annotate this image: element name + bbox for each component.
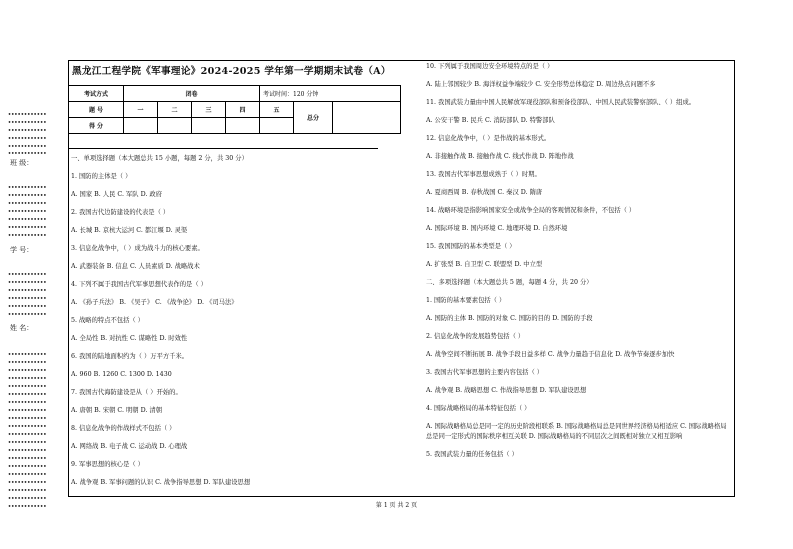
question-options: A. 武器装备 B. 信息 C. 人员素质 D. 战略战术 xyxy=(71,263,200,270)
question-options: A. 战争观 B. 战略思想 C. 作战指导思想 D. 军队建设思想 xyxy=(426,387,587,394)
cut-line-dots: •••••••••••• xyxy=(8,384,47,390)
question-text: 12. 信息化战争中，（ ）是作战的基本形式。 xyxy=(426,135,551,142)
cut-line-dots: •••••••••••• xyxy=(8,360,47,366)
cut-line-dots: •••••••••••• xyxy=(8,392,47,398)
question-options: A. 战争空间不断拓展 B. 战争手段日益多样 C. 战争力量趋于信息化 D. 战争节奏逐步加快 xyxy=(426,351,675,358)
question-options: A. 全局性 B. 对抗性 C. 谋略性 D. 时效性 xyxy=(71,335,188,342)
question-options: A. 夏商西周 B. 春秋战国 C. 秦汉 D. 隋唐 xyxy=(426,189,543,196)
question-options: A. 国家 B. 人民 C. 军队 D. 政府 xyxy=(71,191,162,198)
cut-line-dots: •••••••••••• xyxy=(8,128,47,134)
question-text: 2. 信息化战争的发展趋势包括（ ） xyxy=(426,333,525,340)
cut-line-dots: •••••••••••• xyxy=(8,440,47,446)
cut-line-dots: •••••••••••• xyxy=(8,217,47,223)
exam-title: 黑龙江工程学院《军事理论》2024-2025 学年第一学期期末试卷（A） xyxy=(72,66,391,77)
question-options: A. 国际战略格局总是同一定的历史阶段相联系 B. 国际战略格局总是同世界经济格局相适应 C. 国际战略格局总是同一定形式的国际秩序相互关联 D. 国际战略格局的不同层次之间既相对独立又相互影响 xyxy=(426,423,727,440)
score-cell-3[interactable] xyxy=(192,118,226,134)
question-options: A. 国防的主体 B. 国防的对象 C. 国防的目的 D. 国防的手段 xyxy=(426,315,593,322)
cut-line-dots: •••••••••••• xyxy=(8,296,47,302)
cut-line-dots: •••••••••••• xyxy=(8,472,47,478)
total-label: 总分 xyxy=(294,102,333,134)
question-text: 1. 国防的基本要素包括（ ） xyxy=(426,297,506,304)
question-options: A. 网络战 B. 电子战 C. 运动战 D. 心理战 xyxy=(71,443,188,450)
score-table xyxy=(68,85,401,134)
cut-line-dots: •••••••••••• xyxy=(8,504,47,510)
name-label: 姓 名： xyxy=(10,324,34,332)
cut-line-dots: •••••••••••• xyxy=(8,352,47,358)
header-divider xyxy=(68,148,378,149)
question-text: 10. 下列属于我国周边安全环境特点的是（ ） xyxy=(426,63,554,70)
exam-time: 考试时间：120 分钟 xyxy=(260,86,401,102)
question-options: A. 战争观 B. 军事问题的认识 C. 战争指导思想 D. 军队建设思想 xyxy=(71,479,251,486)
column-header-4: 四 xyxy=(226,102,260,118)
question-text: 6. 我国的陆地面积约为（ ）万平方千米。 xyxy=(71,353,189,360)
cut-line-dots: •••••••••••• xyxy=(8,464,47,470)
question-options: A. 陆上邻国较少 B. 海洋权益争端较少 C. 安全形势总体稳定 D. 周边热点问题不多 xyxy=(426,81,656,88)
cut-line-dots: •••••••••••• xyxy=(8,225,47,231)
question-text: 9. 军事思想的核心是（ ） xyxy=(71,461,144,468)
score-label: 得 分 xyxy=(69,118,124,134)
cut-line-dots: •••••••••••• xyxy=(8,272,47,278)
cut-line-dots: •••••••••••• xyxy=(8,424,47,430)
column-header-5: 五 xyxy=(260,102,294,118)
question-text: 13. 我国古代军事思想成熟于（ ）时期。 xyxy=(426,171,541,178)
column-header-1: 一 xyxy=(124,102,158,118)
question-text: 4. 下列不属于我国古代军事思想代表作的是（ ） xyxy=(71,281,207,288)
total-score-cell[interactable] xyxy=(333,102,401,134)
question-text: 5. 我国武装力量的任务包括（ ） xyxy=(426,451,518,458)
question-text: 11. 我国武装力量由中国人民解放军现役部队和预备役部队、中国人民武装警察部队、（ ）组成。 xyxy=(426,99,696,106)
question-number-label: 题 号 xyxy=(69,102,124,118)
left-column xyxy=(71,150,411,492)
right-column xyxy=(426,58,732,464)
question-text: 14. 战略环境是指影响国家安全或战争全局的客观情况和条件，不包括（ ） xyxy=(426,207,636,214)
cut-line-dots: •••••••••••• xyxy=(8,280,47,286)
question-text: 15. 我国国防的基本类型是（ ） xyxy=(426,243,516,250)
question-options: A. 国际环境 B. 国内环境 C. 地理环境 D. 自然环境 xyxy=(426,225,568,232)
cut-line-dots: •••••••••••• xyxy=(8,432,47,438)
question-options: A. 《孙子兵法》 B. 《吴子》 C. 《战争论》 D. 《司马法》 xyxy=(71,299,238,306)
cut-line-dots: •••••••••••• xyxy=(8,120,47,126)
cut-line-dots: •••••••••••• xyxy=(8,376,47,382)
question-text: 3. 信息化战争中，（ ）成为战斗力的核心要素。 xyxy=(71,245,204,252)
cut-line-dots: •••••••••••• xyxy=(8,136,47,142)
cut-line-dots: •••••••••••• xyxy=(8,408,47,414)
class-label: 班 级： xyxy=(10,159,34,167)
score-cell-5[interactable] xyxy=(260,118,294,134)
cut-line-dots: •••••••••••• xyxy=(8,233,47,239)
cut-line-dots: •••••••••••• xyxy=(8,488,47,494)
question-text: 5. 战略的特点不包括（ ） xyxy=(71,317,144,324)
question-text: 8. 信息化战争的作战样式不包括（ ） xyxy=(71,425,176,432)
question-options: A. 扩张型 B. 自卫型 C. 联盟型 D. 中立型 xyxy=(426,261,543,268)
cut-line-dots: •••••••••••• xyxy=(8,201,47,207)
cut-line-dots: •••••••••••• xyxy=(8,480,47,486)
cut-line-dots: •••••••••••• xyxy=(8,448,47,454)
cut-line-dots: •••••••••••• xyxy=(8,209,47,215)
question-text: 2. 我国古代边防建设的代表是（ ） xyxy=(71,209,170,216)
score-cell-4[interactable] xyxy=(226,118,260,134)
cut-line-dots: •••••••••••• xyxy=(8,112,47,118)
cut-line-dots: •••••••••••• xyxy=(8,496,47,502)
student-id-label: 学 号： xyxy=(10,246,34,254)
cut-line-dots: •••••••••••• xyxy=(8,368,47,374)
cut-line-dots: •••••••••••• xyxy=(8,144,47,150)
score-cell-1[interactable] xyxy=(124,118,158,134)
question-options: A. 非接触作战 B. 接触作战 C. 线式作战 D. 阵地作战 xyxy=(426,153,574,160)
column-header-3: 三 xyxy=(192,102,226,118)
question-text: 4. 国际战略格局的基本特征包括（ ） xyxy=(426,405,531,412)
cut-line-dots: •••••••••••• xyxy=(8,193,47,199)
cut-line-dots: •••••••••••• xyxy=(8,400,47,406)
question-options: A. 公安干警 B. 民兵 C. 消防部队 D. 特警部队 xyxy=(426,117,555,124)
cut-line-dots: •••••••••••• xyxy=(8,416,47,422)
question-text: 3. 我国古代军事思想的主要内容包括（ ） xyxy=(426,369,544,376)
exam-mode-value: 闭卷 xyxy=(124,86,260,102)
cut-line-dots: •••••••••••• xyxy=(8,312,47,318)
cut-line-dots: •••••••••••• xyxy=(8,185,47,191)
exam-mode-label: 考试方式 xyxy=(69,86,124,102)
question-text: 1. 国防的主体是（ ） xyxy=(71,173,132,180)
question-options: A. 长城 B. 京杭大运河 C. 都江堰 D. 灵渠 xyxy=(71,227,188,234)
score-cell-2[interactable] xyxy=(158,118,192,134)
cut-line-dots: •••••••••••• xyxy=(8,456,47,462)
section-heading: 二、多项选择题（本大题总共 5 题，每题 4 分，共 20 分） xyxy=(426,279,593,286)
question-options: A. 960 B. 1260 C. 1300 D. 1430 xyxy=(71,371,172,378)
cut-line-dots: •••••••••••• xyxy=(8,288,47,294)
question-text: 7. 我国古代海防建设是从（ ）开始的。 xyxy=(71,389,182,396)
section-heading: 一、单项选择题（本大题总共 15 小题，每题 2 分，共 30 分） xyxy=(71,155,248,162)
question-options: A. 唐朝 B. 宋朝 C. 明朝 D. 清朝 xyxy=(71,407,162,414)
cut-line-dots: •••••••••••• xyxy=(8,151,47,157)
page-number: 第 1 页 共 2 页 xyxy=(375,502,418,509)
column-header-2: 二 xyxy=(158,102,192,118)
cut-line-dots: •••••••••••• xyxy=(8,304,47,310)
